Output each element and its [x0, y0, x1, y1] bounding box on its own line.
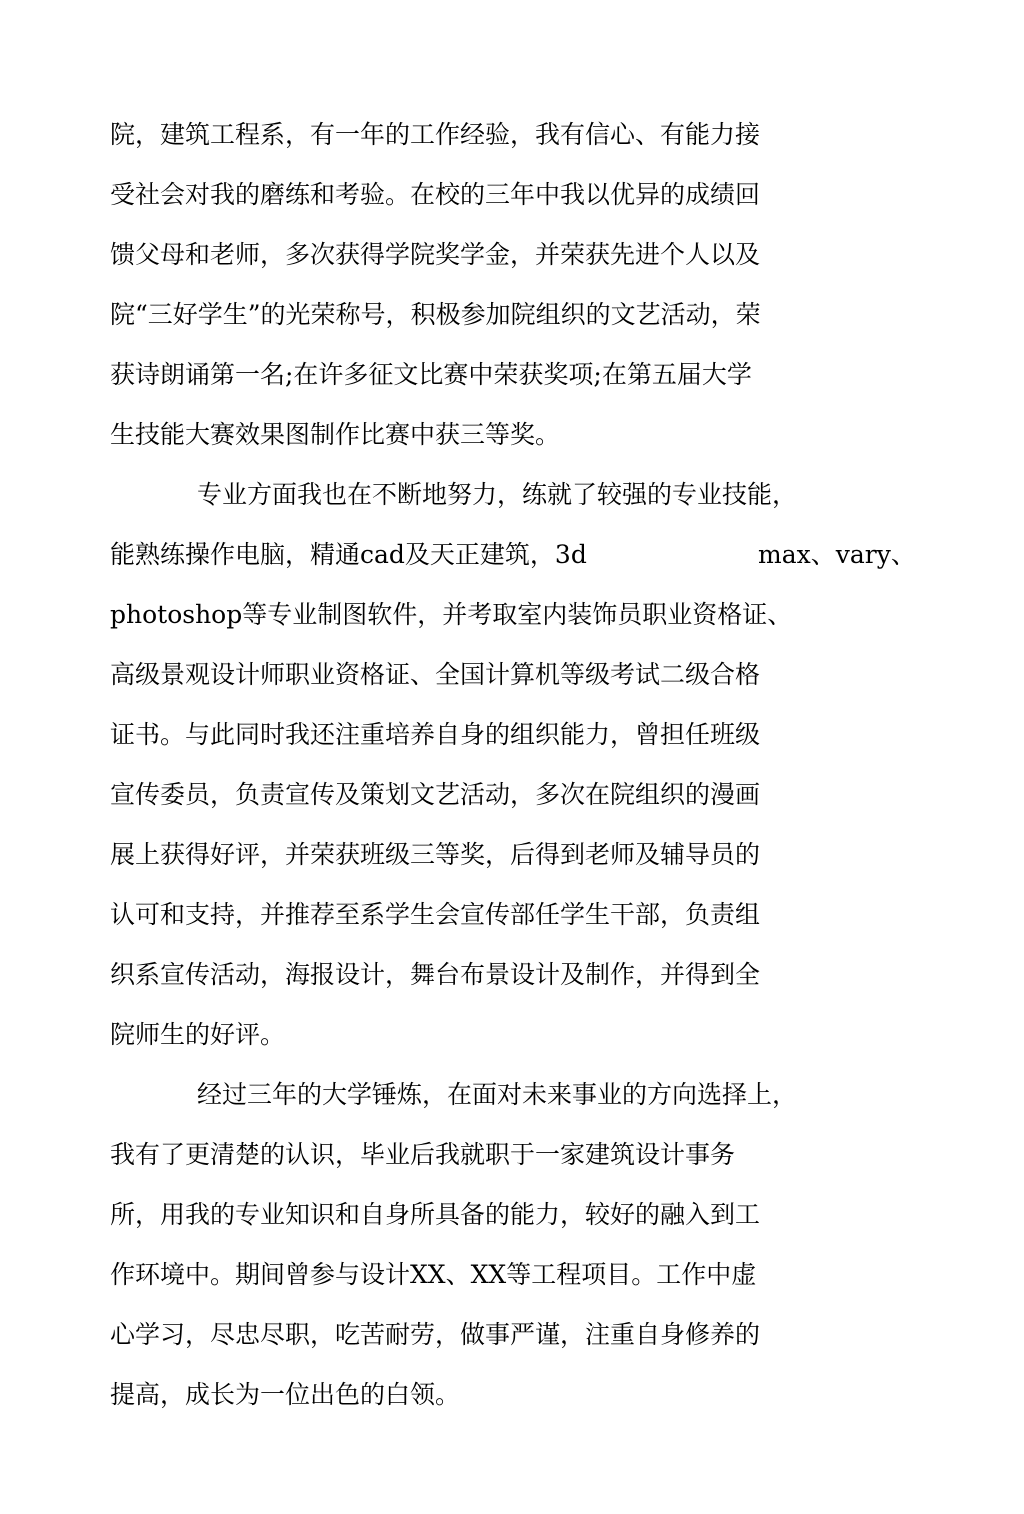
- text-line: 我有了更清楚的认识，毕业后我就职于一家建筑设计事务: [110, 1140, 736, 1169]
- paragraph-first-line: 经过三年的大学锤炼，在面对未来事业的方向选择上，: [197, 1080, 798, 1109]
- text-line: 馈父母和老师，多次获得学院奖学金，并荣获先进个人以及: [110, 240, 761, 269]
- text-line: photoshop等专业制图软件，并考取室内装饰员职业资格证、: [110, 600, 793, 629]
- text-line: 能熟练操作电脑，精通cad及天正建筑，3d: [110, 540, 587, 569]
- text-line: 受社会对我的磨练和考验。在校的三年中我以优异的成绩回: [110, 180, 761, 209]
- text-line: 认可和支持，并推荐至系学生会宣传部任学生干部，负责组: [110, 900, 761, 929]
- text-line: 院师生的好评。: [110, 1020, 286, 1049]
- text-line: 作环境中。期间曾参与设计XX、XX等工程项目。工作中虚: [110, 1260, 757, 1289]
- text-line: 院，建筑工程系，有一年的工作经验，我有信心、有能力接: [110, 120, 761, 149]
- text-line: 获诗朗诵第一名;在许多征文比赛中荣获奖项;在第五届大学: [110, 360, 752, 389]
- text-line: 宣传委员，负责宣传及策划文艺活动，多次在院组织的漫画: [110, 780, 761, 809]
- text-line: 证书。与此同时我还注重培养自身的组织能力，曾担任班级: [110, 720, 761, 749]
- text-line: 生技能大赛效果图制作比赛中获三等奖。: [110, 420, 561, 449]
- text-line: 院“三好学生”的光荣称号，积极参加院组织的文艺活动，荣: [110, 300, 761, 329]
- paragraph-first-line: 专业方面我也在不断地努力，练就了较强的专业技能，: [197, 480, 798, 509]
- text-line: 高级景观设计师职业资格证、全国计算机等级考试二级合格: [110, 660, 761, 689]
- text-line: 展上获得好评，并荣获班级三等奖，后得到老师及辅导员的: [110, 840, 761, 869]
- text-line: 提高，成长为一位出色的白领。: [110, 1380, 461, 1409]
- text-line: 心学习，尽忠尽职，吃苦耐劳，做事严谨，注重自身修养的: [110, 1320, 761, 1349]
- text-line: 所，用我的专业知识和自身所具备的能力，较好的融入到工: [110, 1200, 761, 1229]
- text-line-tail: max、vary、: [758, 540, 916, 569]
- text-line: 织系宣传活动，海报设计，舞台布景设计及制作，并得到全: [110, 960, 761, 989]
